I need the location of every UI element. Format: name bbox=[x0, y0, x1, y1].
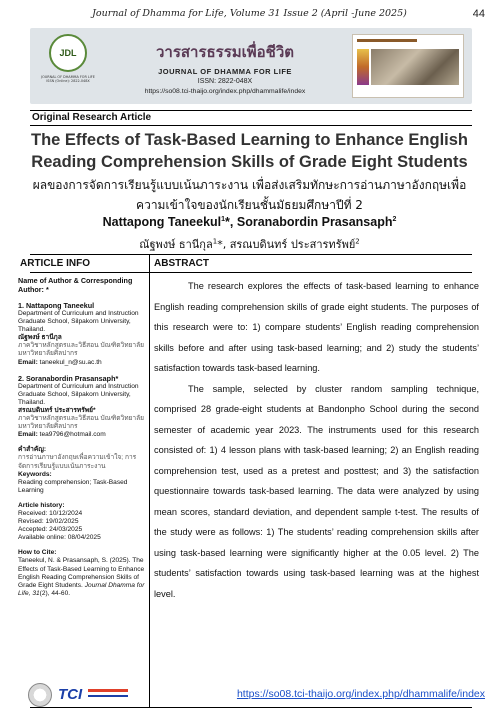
date-accepted: Accepted: 24/03/2025 bbox=[18, 526, 83, 534]
abstract-body bbox=[154, 276, 479, 604]
keywords-th-label: คำสำคัญ: bbox=[18, 446, 47, 454]
author2-email[interactable]: tea9796@hotmail.com bbox=[39, 431, 106, 439]
divider-top bbox=[30, 110, 472, 111]
affiliation-mark: 1 bbox=[221, 215, 226, 223]
author2-name: 2. Soranabordin Prasansaph* bbox=[18, 373, 119, 383]
date-received: Received: 10/12/2024 bbox=[18, 509, 83, 517]
abstract-paragraph-2: The sample, selected by cluster random sampling technique, comprised 28 grade-eight students at Bandonpho School during the second semester of academic year 2023. The instruments used for this research consisted of: 1) 4 lesson plans with task-based learning; 2) an English reading comprehension test, used as a pretest and posttest; and 3) the satisfaction questionnaire towards task-based learning. The data were analyzed by using mean scores, standard deviation, and dependent sample t-test. The results of the study were as follows: 1) The students’ reading comprehension skills after using task-based learning were significantly higher at the 0.05 level. 2) The students’ satisfaction towards using task-based learning was at the highest level. bbox=[154, 383, 479, 599]
tci-logo-bar bbox=[88, 689, 128, 692]
author-separator: , bbox=[222, 238, 230, 251]
author1-name: 1. Nattapong Taneekul bbox=[18, 301, 95, 310]
divider-columns-top bbox=[30, 254, 472, 255]
divider-columns-head bbox=[30, 272, 472, 273]
cover-color-strip bbox=[357, 49, 369, 85]
history-label: Article history: bbox=[18, 501, 65, 509]
author2-affiliation-th: ภาควิชาหลักสูตรและวิธีสอน บัณฑิตวิทยาลัย มหาวิทยาลัยศิลปากร bbox=[18, 415, 145, 431]
column-divider bbox=[149, 255, 150, 707]
cover-artwork bbox=[371, 49, 459, 85]
author-name: Nattapong Taneekul bbox=[102, 215, 222, 229]
abstract-heading: ABSTRACT bbox=[154, 258, 209, 269]
logo-text: JDL bbox=[59, 48, 77, 58]
author-separator: , bbox=[229, 215, 237, 229]
date-available: Available online: 08/04/2025 bbox=[18, 534, 101, 542]
keywords-label: Keywords: bbox=[18, 470, 52, 478]
tci-logo-text: TCI bbox=[58, 686, 83, 703]
author1-affiliation: Department of Curriculum and Instruction Graduate School, Silpakorn University, Thailand. bbox=[18, 310, 139, 334]
keywords-th: การอ่านภาษาอังกฤษเพื่อความเข้าใจ; การจัดการเรียนรู้แบบเน้นภาระงาน bbox=[18, 454, 137, 470]
article-thai-title: ผลของการจัดการเรียนรู้แบบเน้นภาระงาน เพื่อส่งเสริมทักษะการอ่านภาษาอังกฤษเพื่อความเข้าใจของนักเรียนชั้นมัธยมศึกษาปีที่ 2 bbox=[32, 178, 467, 212]
corresponding-mark: * bbox=[225, 215, 230, 229]
author2-email-line bbox=[18, 431, 146, 439]
authors-english bbox=[20, 215, 479, 229]
keywords: Reading comprehension; Task-Based Learning bbox=[18, 478, 128, 494]
journal-cover-image bbox=[352, 34, 464, 98]
author2-name-th: สรณบดินทร์ ประสารทรัพย์* bbox=[18, 406, 96, 414]
cite-label: How to Cite: bbox=[18, 549, 57, 557]
article-type: Original Research Article bbox=[32, 112, 152, 123]
author1-email[interactable]: taneekul_n@su.ac.th bbox=[39, 358, 102, 366]
journal-issn: ISSN: 2822-048X bbox=[197, 78, 253, 85]
date-revised: Revised: 19/02/2025 bbox=[18, 518, 79, 526]
cover-title-bar bbox=[357, 39, 417, 42]
divider-bottom bbox=[30, 707, 472, 708]
affiliation-mark: 2 bbox=[392, 215, 397, 223]
email-label: Email: bbox=[18, 358, 38, 366]
logo-caption: JOURNAL OF DHAMMA FOR LIFE ISSN (Online): 2822-048X bbox=[41, 75, 95, 84]
journal-banner bbox=[30, 28, 472, 104]
affiliation-mark: 2 bbox=[355, 237, 360, 246]
author-name-th: ณัฐพงษ์ ธานีกุล bbox=[139, 238, 213, 251]
running-head: Journal of Dhamma for Life, Volume 31 Issue 2 (April -June 2025) bbox=[92, 8, 407, 19]
author1-affiliation-th: ภาควิชาหลักสูตรและวิธีสอน บัณฑิตวิทยาลัย มหาวิทยาลัยศิลปากร bbox=[18, 342, 145, 358]
email-label: Email: bbox=[18, 431, 38, 439]
journal-thai-name: วารสารธรรมเพื่อชีวิต bbox=[155, 43, 295, 61]
abstract-paragraph-1: The research explores the effects of task-based learning to enhance English reading comprehension skills of grade eight students. The purposes of this research were to: 1) compare students’ English reading comprehension skills before and after using task-based learning; and 2) study the students’ satisfaction towards task-based learning. bbox=[154, 281, 479, 373]
author-name-th: สรณบดินทร์ ประสารทรัพย์ bbox=[229, 238, 356, 251]
page-number: 44 bbox=[472, 8, 485, 20]
affiliation-mark: 1 bbox=[212, 237, 218, 246]
author1-name-th: ณัฐพงษ์ ธานีกุล bbox=[18, 334, 62, 342]
footer-journal-link[interactable]: https://so08.tci-thaijo.org/index.php/dhammalife/index bbox=[236, 688, 485, 700]
citation-journal: Journal Dhamma for Life, bbox=[18, 581, 145, 597]
institution-seal-icon bbox=[28, 683, 52, 707]
author-info-heading: Name of Author & Corresponding Author: * bbox=[18, 276, 133, 294]
citation-tail: (2), 44-60. bbox=[39, 589, 71, 597]
divider-below-type bbox=[30, 125, 472, 126]
corresponding-mark: * bbox=[217, 238, 223, 251]
article-title: The Effects of Task-Based Learning to Enhance English Reading Comprehension Skills of Grade Eight Students bbox=[30, 131, 469, 171]
author1-email-line bbox=[18, 359, 146, 367]
citation-volume: 31 bbox=[32, 589, 40, 597]
citation bbox=[18, 557, 146, 597]
citation-text: Taneekul, N. & Prasansaph, S. (2025). The Effects of Task-Based Learning to Enhance English Reading Comprehension Skills of Grade Eight Students. bbox=[18, 557, 145, 589]
tci-logo bbox=[58, 686, 128, 704]
author-name: Soranabordin Prasansaph bbox=[236, 215, 393, 229]
article-info-panel bbox=[18, 276, 146, 598]
authors-thai bbox=[20, 235, 479, 253]
journal-url[interactable]: https://so08.tci-thaijo.org/index.php/dhammalife/index bbox=[144, 88, 306, 95]
logo-emblem-icon bbox=[49, 34, 87, 72]
tci-logo-bar bbox=[88, 695, 128, 697]
journal-logo bbox=[38, 34, 98, 98]
article-info-heading: ARTICLE INFO bbox=[20, 258, 90, 269]
author2-affiliation: Department of Curriculum and Instruction Graduate School, Silpakorn University, Thailand. bbox=[18, 382, 139, 406]
journal-english-name: JOURNAL OF DHAMMA FOR LIFE bbox=[158, 67, 292, 76]
